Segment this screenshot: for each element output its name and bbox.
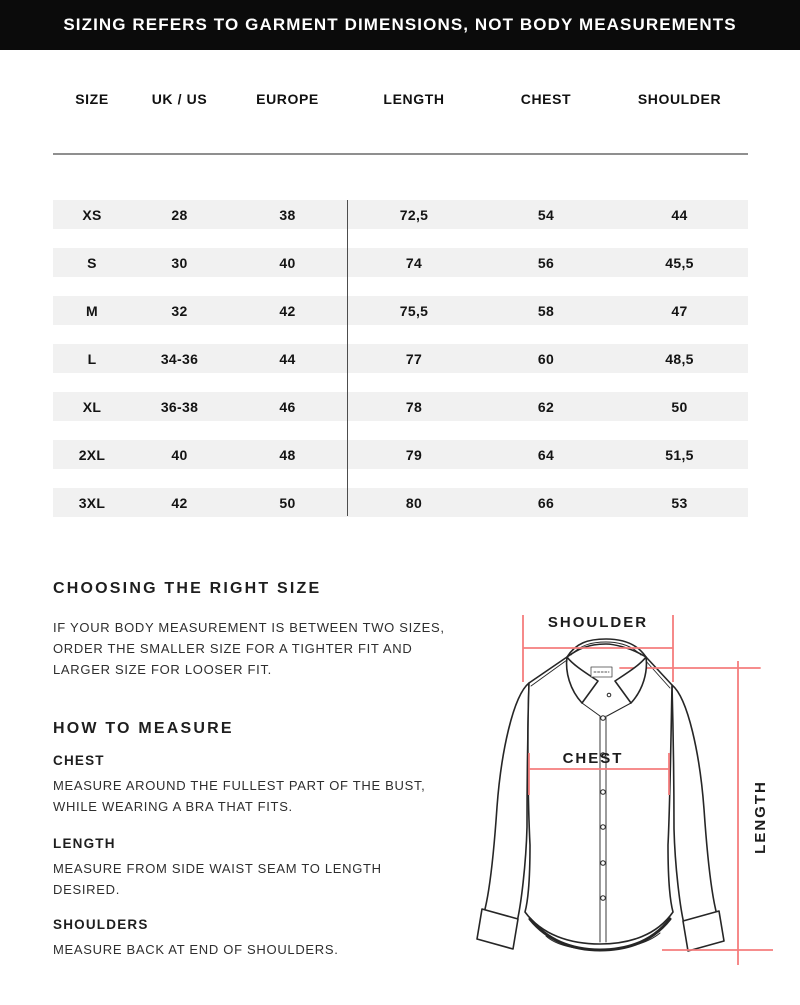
table-cell: 44 — [279, 350, 296, 367]
table-cell: XS — [82, 206, 102, 223]
table-cell: 58 — [537, 302, 555, 319]
table-cell: 77 — [405, 350, 423, 367]
measure-chest-text: MEASURE AROUND THE FULLEST PART OF THE BUST, WHILE WEARING A BRA THAT FITS. — [53, 778, 426, 814]
table-row-m — [53, 296, 748, 325]
table-cell: 40 — [279, 254, 296, 271]
size-table-header — [53, 91, 748, 107]
table-row-s — [53, 248, 748, 277]
banner-text: SIZING REFERS TO GARMENT DIMENSIONS, NOT BODY MEASUREMENTS — [63, 15, 737, 34]
column-header-europe: EUROPE — [256, 91, 319, 107]
measure-chest-title: CHEST — [53, 753, 105, 768]
header-divider-rule — [53, 153, 748, 155]
length-diagram-label: LENGTH — [752, 780, 769, 854]
table-column-divider — [347, 200, 348, 516]
measure-shoulders-title: SHOULDERS — [53, 917, 149, 932]
table-cell: 54 — [537, 206, 555, 223]
table-cell: 28 — [171, 206, 188, 223]
table-cell: 42 — [279, 302, 296, 319]
table-row-2xl — [53, 440, 748, 469]
measure-length-text: MEASURE FROM SIDE WAIST SEAM TO LENGTH DESIRED. — [53, 861, 382, 897]
table-cell: XL — [82, 398, 102, 415]
shirt-left-sleeve — [484, 683, 529, 922]
chest-diagram-label: CHEST — [562, 750, 624, 767]
table-cell: 62 — [537, 398, 555, 415]
shirt-right-sleeve — [672, 685, 717, 924]
table-cell: 66 — [537, 494, 555, 511]
table-cell: L — [87, 350, 97, 367]
shoulder-diagram-label: SHOULDER — [547, 614, 649, 631]
table-cell: 79 — [405, 446, 423, 463]
shirt-illustration — [477, 639, 760, 951]
table-cell: 2XL — [78, 446, 106, 463]
table-cell: S — [87, 254, 97, 271]
column-header-shoulder: SHOULDER — [637, 91, 722, 107]
choosing-size-text: IF YOUR BODY MEASUREMENT IS BETWEEN TWO SIZES, ORDER THE SMALLER SIZE FOR A TIGHTER FIT AND LARGER SIZE FOR LOOSER FIT. — [53, 620, 445, 677]
table-row-xl — [53, 392, 748, 421]
table-cell: 42 — [171, 494, 188, 511]
table-cell: M — [86, 302, 98, 319]
table-cell: 44 — [671, 206, 688, 223]
table-cell: 50 — [671, 398, 688, 415]
table-cell: 48,5 — [665, 350, 694, 367]
table-cell: 38 — [279, 206, 296, 223]
table-row-xs — [53, 200, 748, 229]
table-cell: 30 — [171, 254, 188, 271]
column-header-size: SIZE — [75, 91, 109, 107]
size-table-body — [53, 200, 748, 536]
column-header-chest: CHEST — [520, 91, 572, 107]
table-cell: 80 — [405, 494, 423, 511]
table-cell: 64 — [537, 446, 555, 463]
how-to-measure-heading: HOW TO MEASURE — [53, 720, 234, 737]
table-cell: 56 — [537, 254, 555, 271]
table-cell: 50 — [279, 494, 296, 511]
table-row-3xl — [53, 488, 748, 517]
table-cell: 60 — [537, 350, 555, 367]
column-header-uk-us: UK / US — [151, 91, 208, 107]
table-cell: 46 — [279, 398, 296, 415]
table-cell: 75,5 — [399, 302, 429, 319]
table-row-l — [53, 344, 748, 373]
shirt-body — [525, 644, 673, 944]
table-cell: 40 — [171, 446, 188, 463]
table-cell: 48 — [279, 446, 296, 463]
table-cell: 32 — [171, 302, 188, 319]
table-cell: 36-38 — [160, 398, 199, 415]
choosing-size-heading: CHOOSING THE RIGHT SIZE — [53, 580, 322, 597]
table-cell: 51,5 — [665, 446, 694, 463]
table-cell: 53 — [671, 494, 688, 511]
table-cell: 78 — [405, 398, 423, 415]
measure-length-title: LENGTH — [53, 836, 116, 851]
table-cell: 3XL — [78, 494, 106, 511]
shirt-diagram — [470, 595, 800, 1005]
table-cell: 47 — [671, 302, 688, 319]
table-cell: 72,5 — [399, 206, 429, 223]
table-cell: 34-36 — [160, 350, 199, 367]
measure-shoulders-text: MEASURE BACK AT END OF SHOULDERS. — [53, 942, 339, 957]
sizing-disclaimer-banner — [0, 0, 800, 50]
table-cell: 74 — [405, 254, 423, 271]
column-header-length: LENGTH — [383, 91, 445, 107]
table-cell: 45,5 — [665, 254, 694, 271]
